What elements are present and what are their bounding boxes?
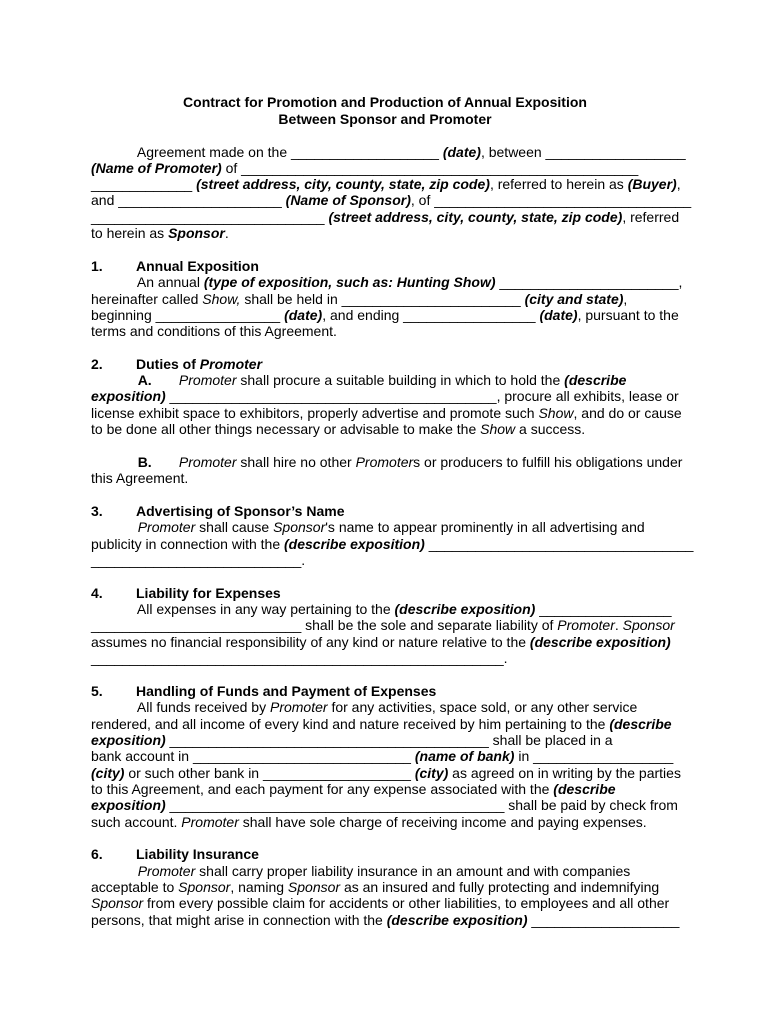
- text-run: ___________________________ shall be the sole and separate liability of: [91, 617, 558, 633]
- text-run: [91, 519, 138, 535]
- text-run: B.: [137, 454, 152, 470]
- title-line-1: Contract for Promotion and Production of Annual Exposition: [183, 94, 587, 110]
- text-run: (date): [284, 307, 323, 323]
- text-run: such account.: [91, 814, 182, 830]
- text-run: terms and conditions of this Agreement.: [91, 323, 337, 339]
- text-run: Sponsor: [287, 879, 341, 895]
- section-1-line: [91, 291, 627, 307]
- intro-line: [91, 144, 686, 160]
- text-run: ,: [623, 291, 628, 307]
- section-1-heading: Annual Exposition: [136, 258, 259, 274]
- section-4-number: 4.: [91, 585, 103, 601]
- text-run: [152, 372, 179, 388]
- text-run: .: [614, 617, 623, 633]
- text-run: for any activities, space sold, or any other service: [327, 699, 638, 715]
- text-run: Sponsor: [273, 519, 326, 535]
- text-run: [91, 863, 138, 879]
- section-4-line: [91, 650, 508, 666]
- text-run: _________________: [535, 601, 672, 617]
- section-1-number: 1.: [91, 258, 103, 274]
- text-run: persons, that might arise in connection with the: [91, 912, 387, 928]
- section-5-heading: Handling of Funds and Payment of Expenses: [136, 683, 437, 699]
- text-run: An annual: [91, 274, 204, 290]
- title-line-2: Between Sponsor and Promoter: [278, 111, 492, 127]
- text-run: (street address, city, county, state, zip code): [328, 209, 623, 225]
- section-5-line: [91, 765, 681, 781]
- section-3-line: [91, 519, 645, 535]
- text-run: [152, 454, 179, 470]
- intro-line: [91, 160, 638, 176]
- section-3-heading: Advertising of Sponsor’s Name: [136, 503, 345, 519]
- text-run: Promoter: [557, 617, 615, 633]
- text-run: (Buyer): [627, 176, 677, 192]
- text-run: license exhibit space to exhibitors, properly advertise and promote such: [91, 405, 539, 421]
- section-1-line: [91, 307, 679, 323]
- text-run: hereinafter called: [91, 291, 203, 307]
- text-run: ______________________________: [91, 209, 329, 225]
- text-run: to this Agreement, and each payment for any expense associated with the: [91, 781, 554, 797]
- text-run: __________________________________________, procure all exhibits, lease or: [165, 388, 679, 404]
- text-run: All expenses in any way pertaining to the: [91, 601, 395, 617]
- text-run: (describe: [553, 781, 616, 797]
- text-run: (date): [442, 144, 481, 160]
- text-run: ___________________________.: [91, 552, 306, 568]
- text-run: , pursuant to the: [577, 307, 679, 323]
- text-run: (city and state): [524, 291, 624, 307]
- text-run: (describe exposition): [529, 634, 671, 650]
- section-2-line: [91, 372, 626, 388]
- text-run: shall be held in _______________________: [240, 291, 525, 307]
- text-run: shall hire no other: [236, 454, 356, 470]
- text-run: , naming: [230, 879, 288, 895]
- section-6-heading: Liability Insurance: [136, 846, 259, 862]
- text-run: shall cause: [195, 519, 274, 535]
- text-run: , between __________________: [480, 144, 686, 160]
- section-5-line: [91, 797, 678, 813]
- text-run: .: [224, 225, 229, 241]
- text-run: [91, 372, 138, 388]
- text-run: (describe exposition): [386, 912, 528, 928]
- text-run: , and do or cause: [573, 405, 682, 421]
- text-run: (describe: [609, 716, 672, 732]
- text-run: 's name to appear prominently in all advertising and: [325, 519, 645, 535]
- text-run: Promoter: [178, 454, 237, 470]
- section-2-line: [91, 405, 682, 421]
- text-run: (type of exposition, such as: Hunting Show): [203, 274, 496, 290]
- text-run: _________________________________________ shall be placed in a: [165, 732, 613, 748]
- section-6-line: [91, 863, 630, 879]
- text-run: (describe exposition): [284, 536, 425, 552]
- intro-line: [91, 225, 229, 241]
- text-run: acceptable to: [91, 879, 179, 895]
- text-run: Show: [538, 405, 574, 421]
- text-run: (date): [539, 307, 578, 323]
- section-2-line: [91, 454, 682, 470]
- section-1-line: [91, 323, 337, 339]
- text-run: , referred: [622, 209, 680, 225]
- text-run: a success.: [515, 421, 586, 437]
- text-run: _____________: [91, 176, 197, 192]
- text-run: assumes no financial responsibility of any kind or nature relative to the: [91, 634, 530, 650]
- text-run: of ___________________________________________________: [221, 160, 639, 176]
- text-run: (Name of Promoter): [91, 160, 222, 176]
- section-5-line: [91, 699, 637, 715]
- section-2-heading: Duties of Promoter: [136, 356, 263, 372]
- text-run: Promoter: [137, 519, 196, 535]
- text-run: Promoter: [178, 372, 237, 388]
- text-run: Promoter: [181, 814, 239, 830]
- text-run: as agreed on in writing by the parties: [448, 765, 681, 781]
- text-run: _____________________________________________________.: [91, 650, 508, 666]
- text-run: Sponsor: [178, 879, 231, 895]
- text-run: (name of bank): [414, 748, 515, 764]
- text-run: All funds received by: [91, 699, 270, 715]
- section-5-number: 5.: [91, 683, 103, 699]
- text-run: (city): [414, 765, 449, 781]
- section-2-line: [91, 421, 585, 437]
- section-4-heading: Liability for Expenses: [136, 585, 281, 601]
- text-run: ___________________________________________ shall be paid by check from: [165, 797, 678, 813]
- section-5-line: [91, 732, 613, 748]
- text-run: , of _________________________________: [410, 192, 692, 208]
- section-6-line: [91, 879, 659, 895]
- text-run: rendered, and all income of every kind and nature received by him pertaining to the: [91, 716, 610, 732]
- section-3-line: [91, 536, 693, 552]
- section-6-number: 6.: [91, 846, 103, 862]
- text-run: bank account in ____________________________: [91, 748, 415, 764]
- text-run: shall procure a suitable building in which to hold the: [236, 372, 565, 388]
- text-run: s or producers to fulfill his obligations under: [413, 454, 683, 470]
- text-run: Promoter: [355, 454, 414, 470]
- text-run: (describe exposition): [394, 601, 536, 617]
- text-run: exposition): [91, 797, 166, 813]
- section-4-line: [91, 634, 671, 650]
- section-2-line: [91, 470, 188, 486]
- section-1-line: [91, 274, 682, 290]
- intro-line: [91, 209, 679, 225]
- section-2-number: 2.: [91, 356, 103, 372]
- section-5-line: [91, 781, 616, 797]
- text-run: [91, 454, 138, 470]
- text-run: (street address, city, county, state, zip code): [196, 176, 490, 192]
- text-run: A.: [137, 372, 152, 388]
- section-4-line: [91, 601, 672, 617]
- text-run: to be done all other things necessary or advisable to make the: [91, 421, 481, 437]
- text-run: Show,: [202, 291, 241, 307]
- text-run: (Name of Sponsor): [285, 192, 411, 208]
- text-run: Sponsor: [168, 225, 225, 241]
- intro-line: [91, 192, 691, 208]
- text-run: publicity in connection with the: [91, 536, 284, 552]
- section-2-line: [91, 388, 679, 404]
- text-run: shall carry proper liability insurance in an amount and with companies: [195, 863, 631, 879]
- text-run: Promoter: [137, 863, 196, 879]
- text-run: this Agreement.: [91, 470, 189, 486]
- text-run: (city): [91, 765, 125, 781]
- text-run: as an insured and fully protecting and indemnifying: [340, 879, 660, 895]
- text-run: Agreement made on the ___________________: [91, 144, 443, 160]
- text-run: exposition): [91, 732, 166, 748]
- section-6-line: [91, 895, 669, 911]
- text-run: and _____________________: [91, 192, 286, 208]
- section-6-line: [91, 912, 679, 928]
- section-4-line: [91, 617, 675, 633]
- text-run: (describe: [564, 372, 627, 388]
- text-run: to herein as: [91, 225, 169, 241]
- text-run: exposition): [91, 388, 166, 404]
- text-run: beginning ________________: [91, 307, 285, 323]
- section-5-line: [91, 716, 672, 732]
- text-run: in __________________: [514, 748, 674, 764]
- text-run: or such other bank in ___________________: [124, 765, 415, 781]
- section-3-line: [91, 552, 305, 568]
- intro-line: [91, 176, 681, 192]
- text-run: ___________________: [527, 912, 680, 928]
- text-run: Sponsor: [622, 617, 675, 633]
- text-run: from every possible claim for accidents or other liabilities, to employees and all other: [143, 895, 670, 911]
- text-run: Promoter: [269, 699, 328, 715]
- text-run: , referred to herein as: [489, 176, 628, 192]
- section-5-line: [91, 814, 647, 830]
- section-3-number: 3.: [91, 503, 103, 519]
- text-run: Show: [480, 421, 516, 437]
- text-run: _______________________,: [495, 274, 683, 290]
- text-run: , and ending _________________: [322, 307, 540, 323]
- text-run: ,: [676, 176, 681, 192]
- text-run: shall have sole charge of receiving income and paying expenses.: [238, 814, 647, 830]
- text-run: Sponsor: [91, 895, 144, 911]
- text-run: __________________________________: [424, 536, 694, 552]
- section-5-line: [91, 748, 673, 764]
